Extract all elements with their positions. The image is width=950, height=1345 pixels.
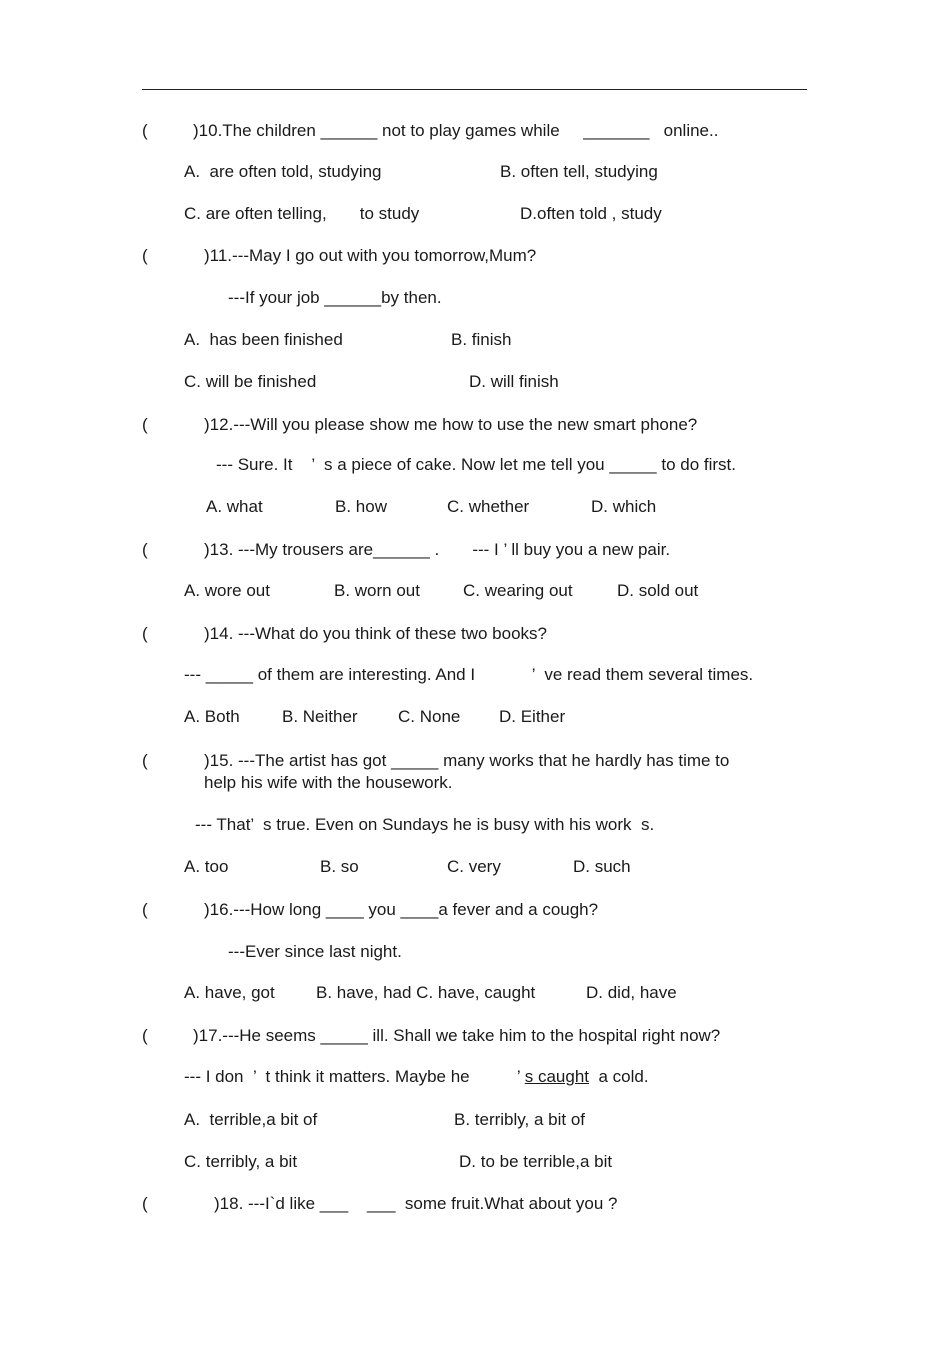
option-b: B. often tell, studying — [500, 162, 658, 181]
option-c: C. are often telling, to study — [184, 204, 420, 223]
option-a: A. too — [184, 857, 229, 876]
answer-paren[interactable]: ( — [142, 415, 148, 434]
option-b: B. so — [320, 857, 359, 876]
question-stem: )12.---Will you please show me how to use the new smart phone? — [204, 415, 698, 434]
option-d: D. to be terrible,a bit — [459, 1152, 613, 1171]
option-a: A. what — [206, 497, 263, 516]
option-d: D. did, have — [586, 983, 677, 1002]
option-c: C. wearing out — [463, 581, 573, 600]
question-reply: --- I don ’ t think it matters. Maybe he ’ s caught a cold. — [184, 1067, 649, 1086]
question-stem: )15. ---The artist has got _____ many works that he hardly has time to — [204, 751, 730, 770]
option-a: A. terrible,a bit of — [184, 1110, 318, 1129]
question-reply: ---Ever since last night. — [228, 942, 402, 961]
answer-paren[interactable]: ( — [142, 1026, 148, 1045]
question-reply: --- That’ s true. Even on Sundays he is busy with his work s. — [195, 815, 655, 834]
option-c: C. None — [398, 707, 461, 726]
option-b: B. how — [335, 497, 387, 516]
answer-paren[interactable]: ( — [142, 121, 148, 140]
option-d: D.often told , study — [520, 204, 662, 223]
option-a: A. are often told, studying — [184, 162, 382, 181]
question-stem: )16.---How long ____ you ____a fever and a cough? — [204, 900, 599, 919]
question-stem-continued: help his wife with the housework. — [204, 773, 453, 792]
question-stem: )18. ---I`d like ___ ___ some fruit.What about you ? — [214, 1194, 618, 1213]
header-rule — [142, 89, 807, 90]
answer-paren[interactable]: ( — [142, 540, 148, 559]
option-b: B. terribly, a bit of — [454, 1110, 586, 1129]
option-b: B. finish — [451, 330, 512, 349]
option-b-c: B. have, had C. have, caught — [316, 983, 536, 1002]
option-c: C. terribly, a bit — [184, 1152, 298, 1171]
option-a: A. has been finished — [184, 330, 343, 349]
option-c: C. whether — [447, 497, 530, 516]
question-reply: --- _____ of them are interesting. And I ’ ve read them several times. — [184, 665, 754, 684]
question-stem: )17.---He seems _____ ill. Shall we take him to the hospital right now? — [193, 1026, 721, 1045]
question-stem: )10.The children ______ not to play games while _______ online.. — [193, 121, 719, 140]
option-d: D. which — [591, 497, 657, 516]
option-b: B. Neither — [282, 707, 358, 726]
option-a: A. have, got — [184, 983, 275, 1002]
answer-paren[interactable]: ( — [142, 751, 148, 770]
option-b: B. worn out — [334, 581, 420, 600]
question-reply: --- Sure. It ’ s a piece of cake. Now let me tell you _____ to do first. — [216, 455, 736, 474]
question-reply: ---If your job ______by then. — [228, 288, 442, 307]
underlined-phrase: s caught — [524, 1067, 590, 1086]
answer-paren[interactable]: ( — [142, 246, 148, 265]
answer-paren[interactable]: ( — [142, 624, 148, 643]
answer-paren[interactable]: ( — [142, 1194, 148, 1213]
option-a: A. wore out — [184, 581, 270, 600]
option-c: C. very — [447, 857, 501, 876]
option-d: D. Either — [499, 707, 566, 726]
option-d: D. such — [573, 857, 631, 876]
option-a: A. Both — [184, 707, 240, 726]
question-stem: )13. ---My trousers are______ . --- I ’ ll buy you a new pair. — [204, 540, 671, 559]
question-stem: )14. ---What do you think of these two books? — [204, 624, 548, 643]
question-stem: )11.---May I go out with you tomorrow,Mum? — [204, 246, 537, 265]
answer-paren[interactable]: ( — [142, 900, 148, 919]
option-d: D. will finish — [469, 372, 559, 391]
option-d: D. sold out — [617, 581, 699, 600]
option-c: C. will be finished — [184, 372, 317, 391]
